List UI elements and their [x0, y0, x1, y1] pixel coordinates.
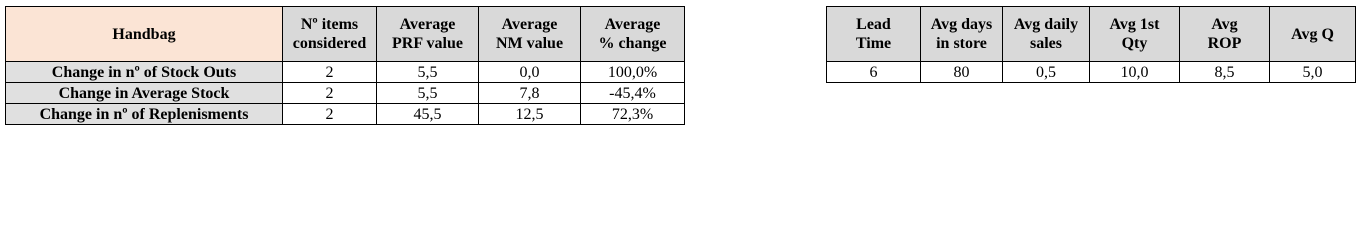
table-cell: 80: [921, 62, 1003, 83]
header-average-nm: Average NM value: [479, 7, 581, 62]
header-avg-daily-sales: Avg daily sales: [1003, 7, 1090, 62]
table-cell: -45,4%: [581, 83, 685, 104]
header-items-considered: Nº items considered: [283, 7, 377, 62]
table-cell: 5,5: [377, 62, 479, 83]
table-cell: 72,3%: [581, 104, 685, 125]
table-header-row: [6, 7, 685, 62]
table-cell: 45,5: [377, 104, 479, 125]
header-lead-time: Lead Time: [827, 7, 921, 62]
table-cell: 8,5: [1180, 62, 1270, 83]
table-cell: 12,5: [479, 104, 581, 125]
inventory-parameters-table: [826, 6, 1356, 83]
table-cell: 100,0%: [581, 62, 685, 83]
header-average-change: Average % change: [581, 7, 685, 62]
table-row: [6, 62, 685, 83]
table-cell: 6: [827, 62, 921, 83]
table-cell: 2: [283, 62, 377, 83]
header-average-prf: Average PRF value: [377, 7, 479, 62]
table-cell: 5,0: [1270, 62, 1356, 83]
row-label: Change in Average Stock: [6, 83, 283, 104]
table-cell: 2: [283, 83, 377, 104]
table-header-row: [827, 7, 1356, 62]
table-cell: 0,0: [479, 62, 581, 83]
table-cell: 0,5: [1003, 62, 1090, 83]
table-row: [6, 104, 685, 125]
row-label: Change in nº of Stock Outs: [6, 62, 283, 83]
handbag-results-table: [5, 6, 685, 125]
row-label: Change in nº of Replenisments: [6, 104, 283, 125]
header-handbag: Handbag: [6, 7, 283, 62]
header-avg-q: Avg Q: [1270, 7, 1356, 62]
table-cell: 5,5: [377, 83, 479, 104]
header-avg-rop: Avg ROP: [1180, 7, 1270, 62]
table-row: [6, 83, 685, 104]
table-row: [827, 62, 1356, 83]
header-avg-days-in-store: Avg days in store: [921, 7, 1003, 62]
table-cell: 2: [283, 104, 377, 125]
table-cell: 10,0: [1090, 62, 1180, 83]
table-cell: 7,8: [479, 83, 581, 104]
header-avg-first-qty: Avg 1st Qty: [1090, 7, 1180, 62]
